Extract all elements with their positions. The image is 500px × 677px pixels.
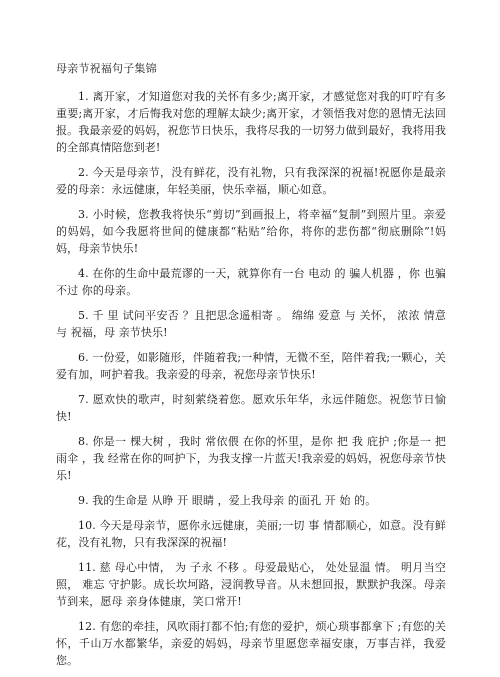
paragraph-6: 6. 一份爱，如影随形，伴随着我;一种情，无微不至，陪伴着我;一颗心，关爱有加，呵护着我。我亲爱的母亲，祝您母亲节快乐! <box>56 351 446 381</box>
paragraph-5: 5. 千 里 试问平安否 ？且把思念遥相寄 。 绵绵 爱意 与 关怀， 浓浓 情意 与 祝福，母 亲节快乐! <box>56 309 446 339</box>
paragraph-12: 12. 有您的牵挂，风吹雨打都不怕;有您的爱护，烦心琐事都拿下 ;有您的关怀，千山万水都繁华，亲爱的妈妈，母亲节里愿您幸福安康，万事吉祥，我爱您。 <box>56 620 446 667</box>
paragraph-9: 9. 我的生命是 从睁 开 眼睛 ，爱上我母亲 的面孔 开 始 的。 <box>78 494 377 507</box>
document <box>56 62 446 677</box>
document-title: 母亲节祝福句子集锦 <box>56 62 157 75</box>
paragraph-4: 4. 在你的生命中最荒谬的一天，就算你有一台 电动 的 骗人机器 ，你 也骗不过 你的母亲。 <box>56 267 446 297</box>
paragraph-1: 1. 离开家，才知道您对我的关怀有多少;离开家，才感觉您对我的叮咛有多重要;离开家，才后悔我对您的理解太缺少;离开家，才领悟我对您的恩情无法回报。我最亲爱的妈妈，祝您节日快乐，我将尽我的一切努力做到最好，我将用我的全部真情陪您到老! <box>56 90 446 154</box>
paragraph-10: 10. 今天是母亲节，愿你永远健康，美丽;一切 事 情都顺心，如意。没有鲜花，没有礼物，只有我深深的祝福! <box>56 519 446 549</box>
paragraph-3: 3. 小时候，您教我将快乐“剪切”到画报上，将幸福“复制”到照片里。亲爱的妈妈，如今我愿将世间的健康都“粘贴”给你，将你的悲伤都“彻底删除”!妈妈，母亲节快乐! <box>56 208 446 255</box>
paragraph-2: 2. 今天是母亲节，没有鲜花，没有礼物，只有我深深的祝福!祝愿你是最亲爱的母亲：永远健康，年轻美丽，快乐幸福，顺心如意。 <box>56 166 446 196</box>
paragraph-7: 7. 愿欢快的歌声，时刻萦绕着您。愿欢乐年华，永远伴随您。祝您节日愉快! <box>56 393 446 423</box>
paragraph-8: 8. 你是一 棵大树 ，我时 常依偎 在你的怀里，是你 把 我 庇护 ;你是一 把雨伞 ，我 经常在你的呵护下，为我支撑一片蓝天!我亲爱的妈妈，祝您母亲节快乐! <box>56 435 446 482</box>
paragraph-11: 11. 慈 母心中情， 为 子永 不移 。母爱最贴心， 处处显温 情。 明月当空照， 难忘 守护影。成长坎坷路，浸润教导音。从未想回报，默默护我深。母亲节到来，愿母 亲身体健康，笑口常开! <box>56 561 446 608</box>
